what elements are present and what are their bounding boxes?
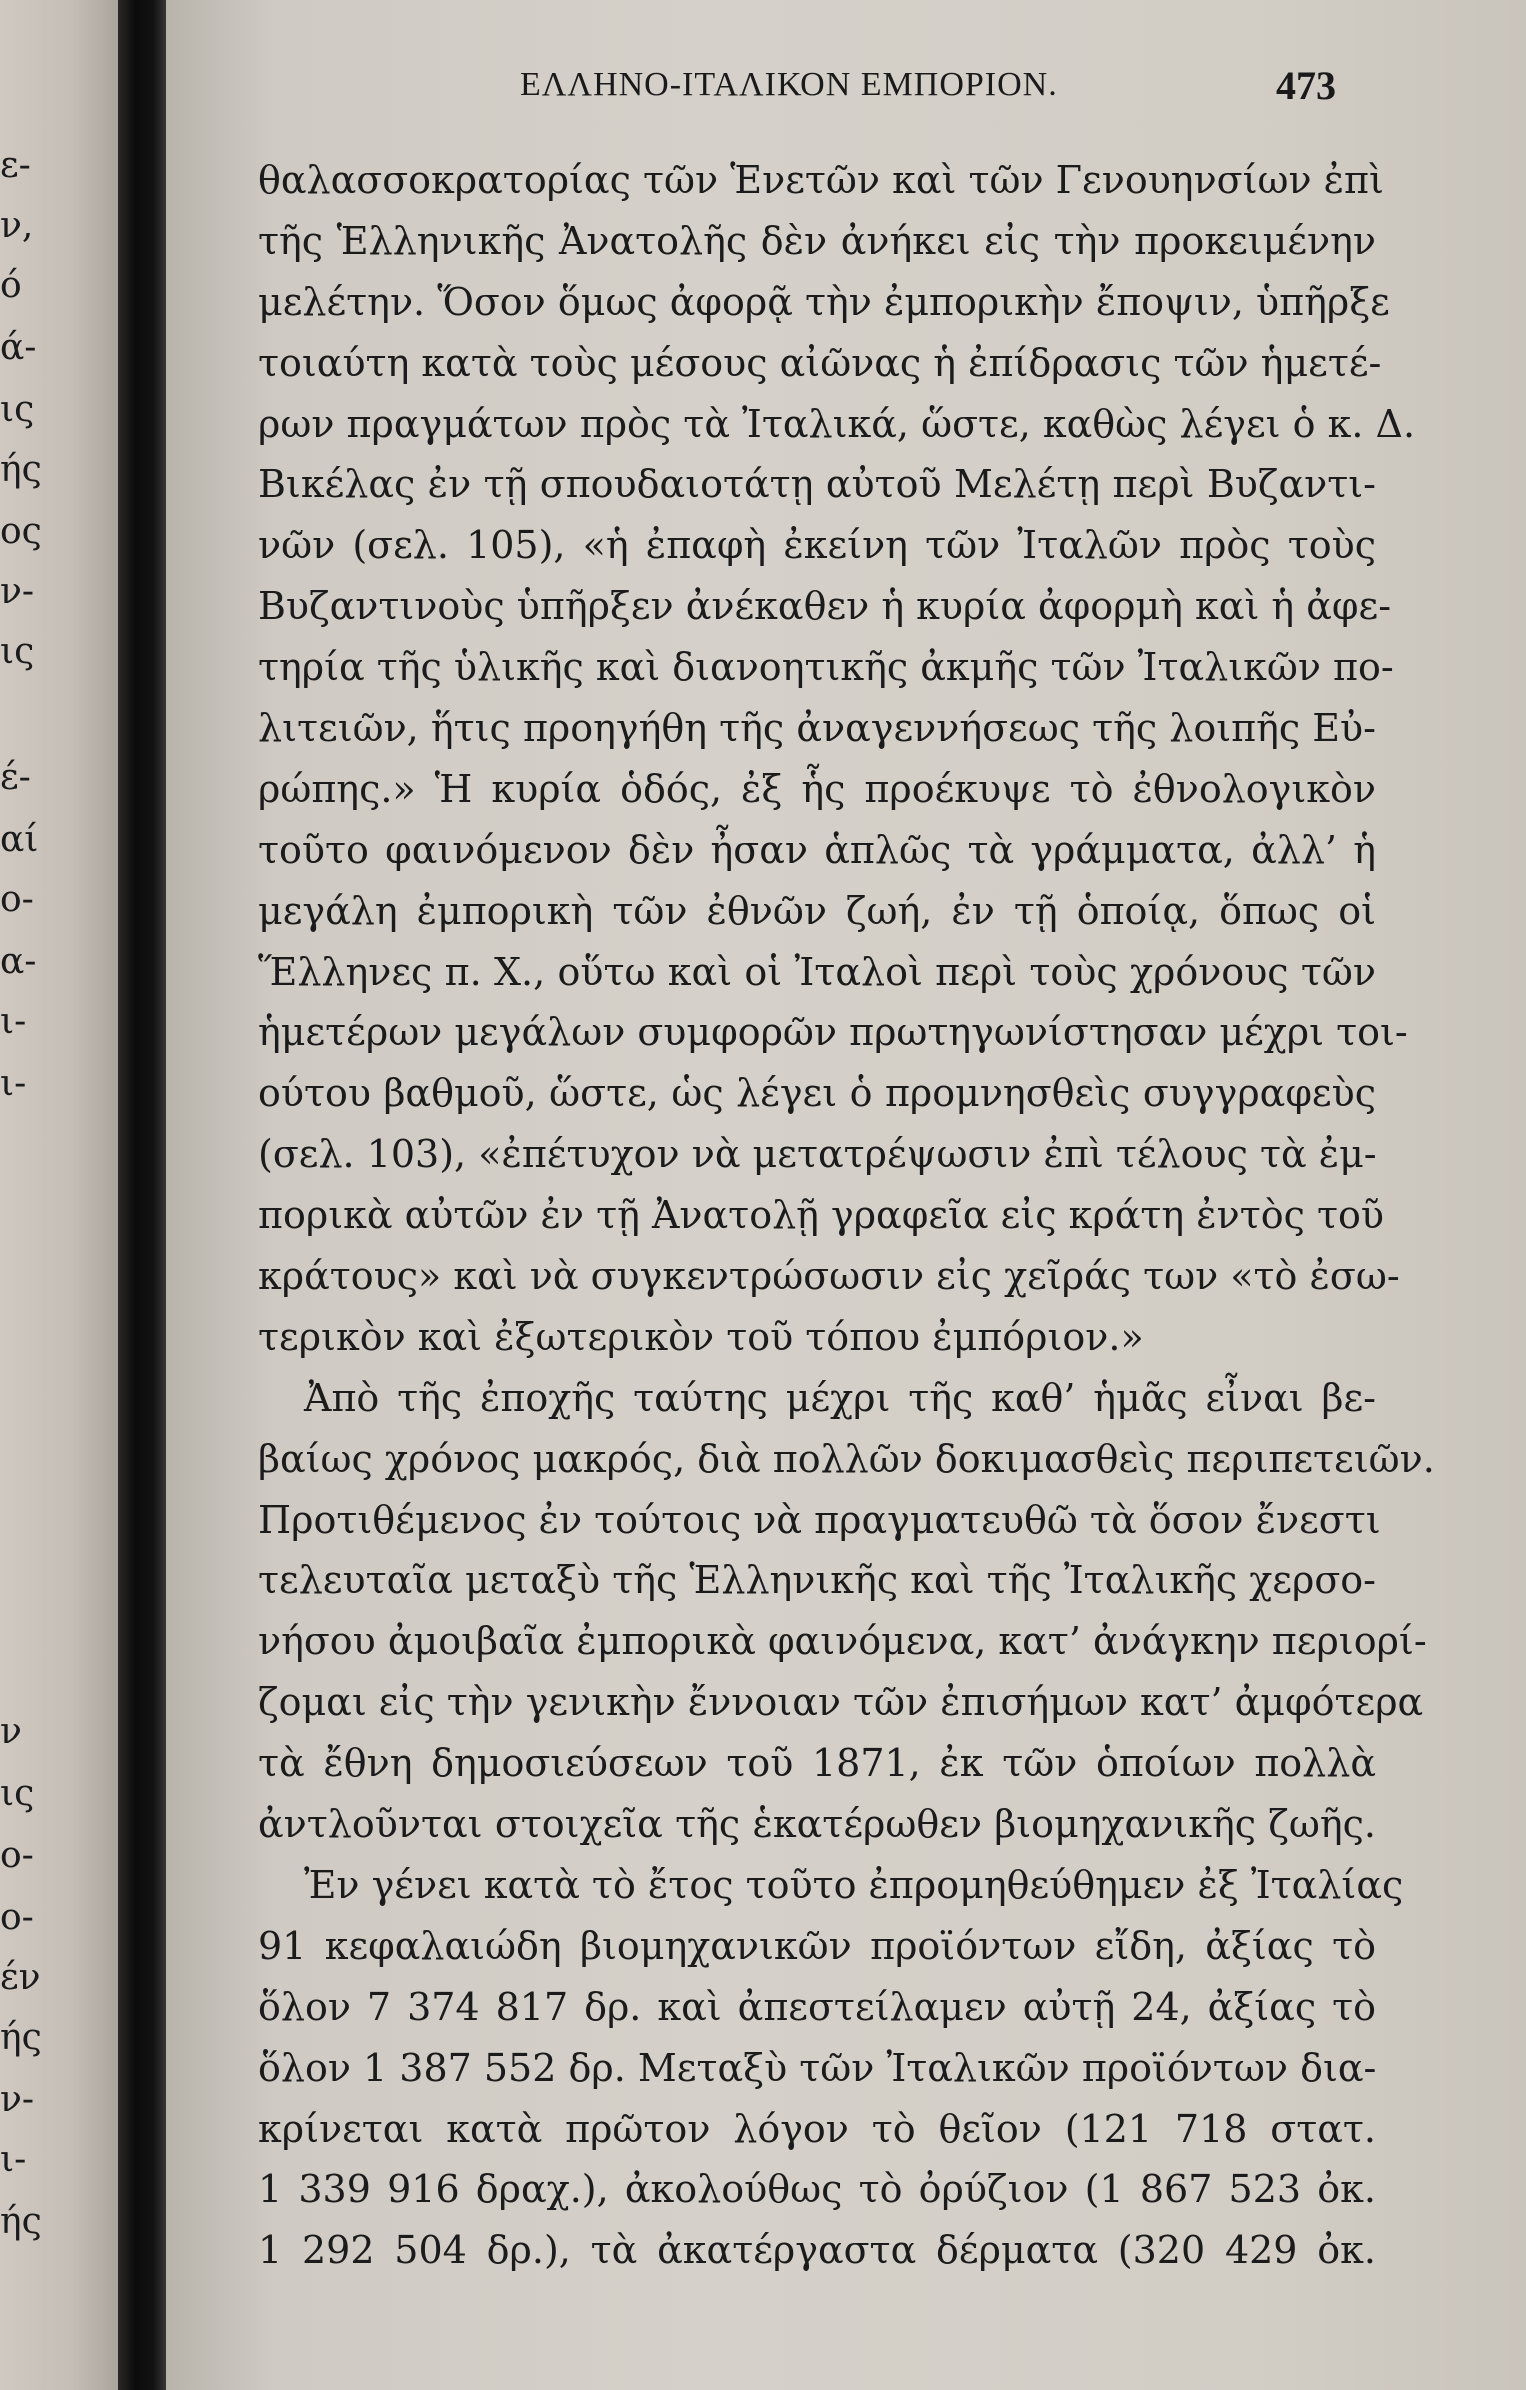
- text-line: κρίνεται κατὰ πρῶτον λόγον τὸ θεῖον (121 718 στατ.: [258, 2106, 1376, 2151]
- text-line: νήσου ἀμοιβαῖα ἐμπορικὰ φαινόμενα, κατ’ ἀνάγκην περιορί-: [258, 1619, 1427, 1664]
- running-head: ΕΛΛΗΝΟ-ΙΤΑΛΙΚΟΝ ΕΜΠΟΡΙΟΝ.: [520, 66, 1058, 103]
- text-line: 1 292 504 δρ.), τὰ ἀκατέργαστα δέρματα (320 429 ὀκ.: [258, 2228, 1376, 2273]
- left-page-fragment: ν-: [0, 571, 35, 612]
- text-line: Ἀπὸ τῆς ἐποχῆς ταύτης μέχρι τῆς καθ’ ἡμᾶς εἶναι βε-: [304, 1375, 1376, 1420]
- left-page-fragment: ν,: [0, 205, 34, 246]
- page-number: 473: [1276, 63, 1336, 108]
- text-line: Προτιθέμενος ἐν τούτοις νὰ πραγματευθῶ τὰ ὅσον ἔνεστι: [258, 1497, 1381, 1542]
- text-line: τῆς Ἑλληνικῆς Ἀνατολῆς δὲν ἀνήκει εἰς τὴν προκειμένην: [258, 218, 1376, 263]
- text-line: ρων πραγμάτων πρὸς τὰ Ἰταλικά, ὥστε, καθὼς λέγει ὁ κ. Δ.: [258, 401, 1416, 446]
- text-line: τοῦτο φαινόμενον δὲν ἦσαν ἁπλῶς τὰ γράμματα, ἀλλ’ ἡ: [258, 827, 1376, 872]
- book-page: [166, 0, 1526, 2390]
- text-line: μεγάλη ἐμπορικὴ τῶν ἐθνῶν ζωή, ἐν τῇ ὁποίᾳ, ὅπως οἱ: [258, 888, 1376, 933]
- left-page-fragment: ις: [0, 389, 35, 430]
- text-line: 91 κεφαλαιώδη βιομηχανικῶν προϊόντων εἴδη, ἀξίας τὸ: [258, 1923, 1376, 1968]
- text-line: ἡμετέρων μεγάλων συμφορῶν πρωτηγωνίστησαν μέχρι τοι-: [258, 1010, 1408, 1055]
- text-line: τερικὸν καὶ ἐξωτερικὸν τοῦ τόπου ἐμπόριον.»: [258, 1314, 1144, 1359]
- left-page-fragment: ά-: [0, 327, 37, 368]
- text-line: Βυζαντινοὺς ὑπῆρξεν ἀνέκαθεν ἡ κυρία ἀφορμὴ καὶ ἡ ἀφε-: [258, 584, 1392, 629]
- book-gutter: [118, 0, 168, 2390]
- left-page-fragment: έν: [0, 1957, 41, 1998]
- text-line: βαίως χρόνος μακρός, διὰ πολλῶν δοκιμασθεὶς περιπετειῶν.: [258, 1436, 1435, 1481]
- text-line: τὰ ἔθνη δημοσιεύσεων τοῦ 1871, ἐκ τῶν ὁποίων πολλὰ: [258, 1741, 1376, 1786]
- text-line: Βικέλας ἐν τῇ σπουδαιοτάτῃ αὐτοῦ Μελέτῃ περὶ Βυζαντι-: [258, 462, 1376, 507]
- text-line: Ἐν γένει κατὰ τὸ ἔτος τοῦτο ἐπρομηθεύθημεν ἐξ Ἰταλίας: [304, 1862, 1404, 1907]
- left-page-fragment: αί: [0, 819, 39, 860]
- left-page-fragment: ής: [0, 2017, 42, 2058]
- left-page-fragment: ν-: [0, 2079, 35, 2120]
- left-page-fragment: ο-: [0, 879, 34, 920]
- text-line: ούτου βαθμοῦ, ὥστε, ὡς λέγει ὁ προμνησθεὶς συγγραφεὺς: [258, 1071, 1376, 1116]
- left-page-edge: [0, 0, 120, 2390]
- left-page-fragment: ι-: [0, 1063, 27, 1104]
- text-line: θαλασσοκρατορίας τῶν Ἑνετῶν καὶ τῶν Γενουηνσίων ἐπὶ: [258, 158, 1384, 202]
- text-line: τελευταῖα μεταξὺ τῆς Ἑλληνικῆς καὶ τῆς Ἰταλικῆς χερσο-: [258, 1558, 1376, 1603]
- text-line: ὅλον 7 374 817 δρ. καὶ ἀπεστείλαμεν αὐτῇ 24, ἀξίας τὸ: [258, 1984, 1376, 2029]
- text-line: τοιαύτη κατὰ τοὺς μέσους αἰῶνας ἡ ἐπίδρασις τῶν ἡμετέ-: [258, 340, 1382, 385]
- text-line: 1 339 916 δραχ.), ἀκολούθως τὸ ὀρύζιον (1 867 523 ὀκ.: [258, 2167, 1376, 2212]
- left-page-fragment: ε-: [0, 145, 31, 186]
- left-page-fragment: ις: [0, 1773, 35, 1814]
- text-line: μελέτην. Ὅσον ὅμως ἀφορᾷ τὴν ἐμπορικὴν ἔποψιν, ὑπῆρξε: [258, 279, 1390, 324]
- text-line: πορικὰ αὐτῶν ἐν τῇ Ἀνατολῇ γραφεῖα εἰς κράτη ἐντὸς τοῦ: [258, 1193, 1384, 1238]
- text-line: ρώπης.» Ἡ κυρία ὁδός, ἐξ ἧς προέκυψε τὸ ἐθνολογικὸν: [258, 766, 1376, 811]
- text-line: Ἕλληνες π. Χ., οὕτω καὶ οἱ Ἰταλοὶ περὶ τοὺς χρόνους τῶν: [258, 949, 1376, 994]
- left-page-fragment: ό: [0, 265, 22, 306]
- text-line: ζομαι εἰς τὴν γενικὴν ἔννοιαν τῶν ἐπισήμων κατ’ ἀμφότερα: [258, 1680, 1424, 1725]
- left-page-fragment: ι-: [0, 1001, 27, 1042]
- body-text: [258, 150, 1435, 2281]
- left-page-fragment: ής: [0, 449, 42, 490]
- text-line: νῶν (σελ. 105), «ἡ ἐπαφὴ ἐκείνη τῶν Ἰταλῶν πρὸς τοὺς: [258, 523, 1376, 568]
- page-header: [166, 63, 1356, 126]
- text-line: (σελ. 103), «ἐπέτυχον νὰ μετατρέψωσιν ἐπὶ τέλους τὰ ἐμ-: [258, 1132, 1377, 1177]
- left-page-fragment: α-: [0, 941, 37, 982]
- text-line: λιτειῶν, ἥτις προηγήθη τῆς ἀναγεννήσεως τῆς λοιπῆς Εὐ-: [258, 706, 1376, 751]
- text-line: κράτους» καὶ νὰ συγκεντρώσωσιν εἰς χεῖράς των «τὸ ἐσω-: [258, 1254, 1400, 1299]
- text-line: τηρία τῆς ὑλικῆς καὶ διανοητικῆς ἀκμῆς τῶν Ἰταλικῶν πο-: [258, 645, 1394, 690]
- left-page-fragment: ος: [0, 511, 42, 552]
- left-page-fragment: ν: [0, 1711, 22, 1752]
- left-page-fragment: ής: [0, 2201, 42, 2242]
- left-page-fragment: ο-: [0, 1835, 34, 1876]
- text-line: ὅλον 1 387 552 δρ. Μεταξὺ τῶν Ἰταλικῶν προϊόντων δια-: [258, 2045, 1377, 2090]
- left-page-fragment: ις: [0, 631, 35, 672]
- text-line: ἀντλοῦνται στοιχεῖα τῆς ἑκατέρωθεν βιομηχανικῆς ζωῆς.: [258, 1802, 1376, 1847]
- left-page-fragment: ι-: [0, 2139, 27, 2180]
- left-page-fragment: έ-: [0, 757, 31, 798]
- left-page-fragment: ο-: [0, 1897, 34, 1938]
